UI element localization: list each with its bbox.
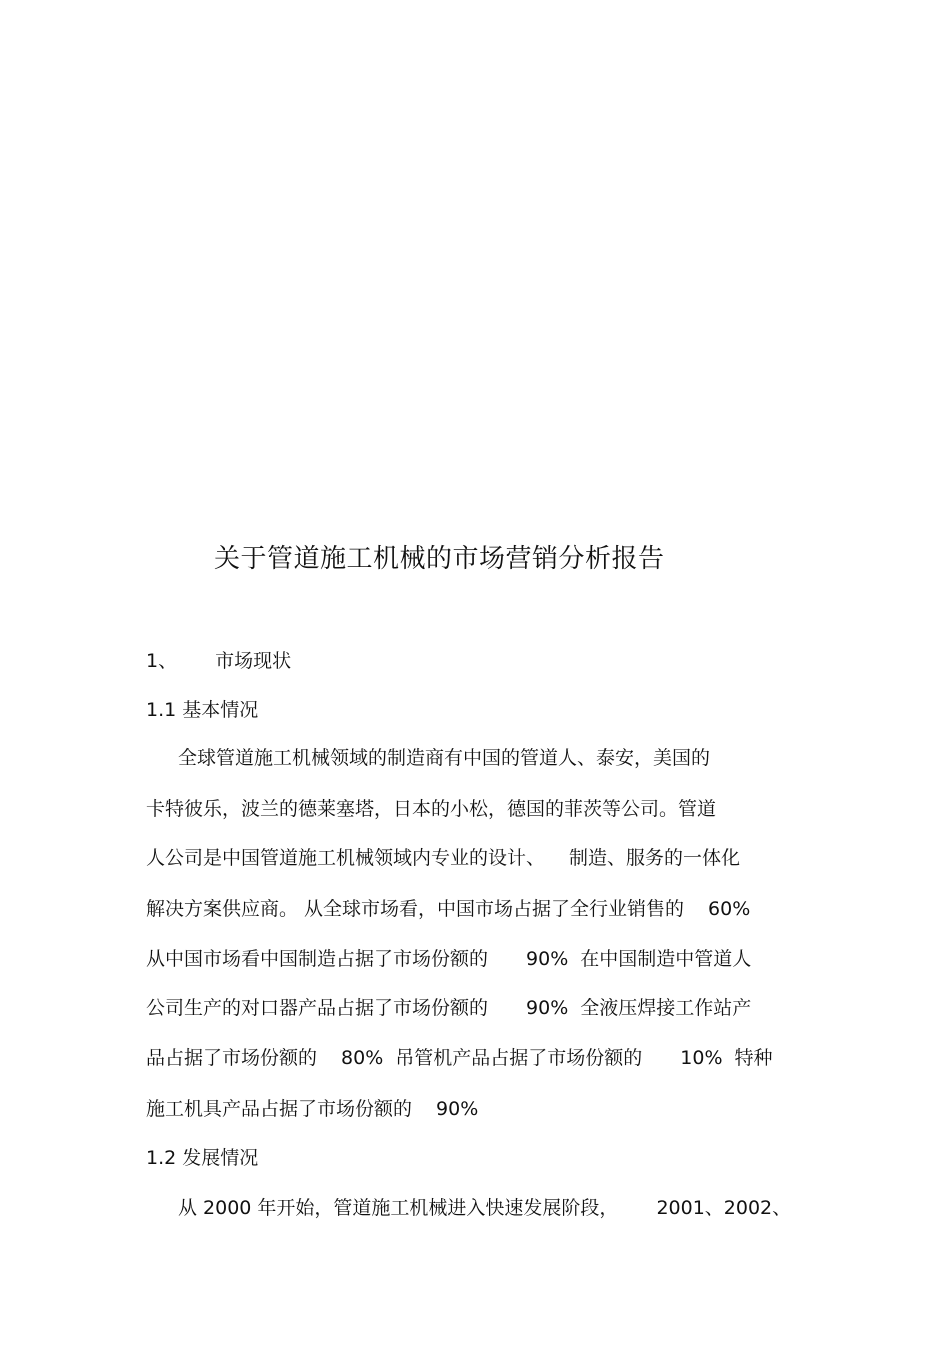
paragraph-line (146, 995, 751, 1021)
text-span: 解决方案供应商。 从全球市场看，中国市场占据了全行业销售的 (146, 898, 685, 920)
text-span: 特种 (734, 1047, 773, 1069)
text-span: 吊管机产品占据了市场份额的 (395, 1047, 643, 1069)
text-span: 施工机具产品占据了市场份额的 (146, 1098, 413, 1120)
text-span: 从 2000 年开始，管道施工机械进入快速发展阶段， (178, 1197, 619, 1219)
paragraph-line (178, 1195, 791, 1221)
section-number: 1.2 (146, 1147, 177, 1169)
paragraph-line: 全球管道施工机械领域的制造商有中国的管道人、泰安，美国的 (178, 747, 711, 769)
paragraph-line: 卡特彼乐，波兰的德莱塞塔，日本的小松，德国的菲茨等公司。管道 (146, 798, 717, 820)
text-span: 制造、服务的一体化 (569, 847, 741, 869)
paragraph-line (146, 946, 751, 972)
section-title: 发展情况 (182, 1147, 259, 1169)
section-heading-1 (146, 648, 291, 674)
text-span: 人公司是中国管道施工机械领域内专业的设计、 (146, 847, 546, 869)
percentage-value: 90% (436, 1098, 479, 1120)
section-heading-1-2 (146, 1145, 258, 1171)
section-number: 1.1 (146, 699, 177, 721)
text-span: 2001、2002、 (656, 1197, 792, 1219)
document-title: 关于管道施工机械的市场营销分析报告 (214, 544, 665, 574)
percentage-value: 90% (526, 997, 569, 1019)
paragraph-line (146, 896, 750, 922)
percentage-value: 60% (708, 898, 751, 920)
text-span: 全液压焊接工作站产 (580, 997, 752, 1019)
section-title: 基本情况 (182, 699, 259, 721)
text-span: 在中国制造中管道人 (580, 948, 752, 970)
paragraph-line (146, 1096, 478, 1122)
text-span: 公司生产的对口器产品占据了市场份额的 (146, 997, 489, 1019)
paragraph-line (146, 1045, 773, 1071)
text-span: 从中国市场看中国制造占据了市场份额的 (146, 948, 489, 970)
percentage-value: 10% (680, 1047, 723, 1069)
paragraph-line (146, 845, 740, 871)
percentage-value: 90% (526, 948, 569, 970)
section-title: 市场现状 (215, 650, 292, 672)
text-span: 品占据了市场份额的 (146, 1047, 318, 1069)
section-number: 1、 (146, 650, 178, 672)
percentage-value: 80% (341, 1047, 384, 1069)
section-heading-1-1 (146, 697, 258, 723)
